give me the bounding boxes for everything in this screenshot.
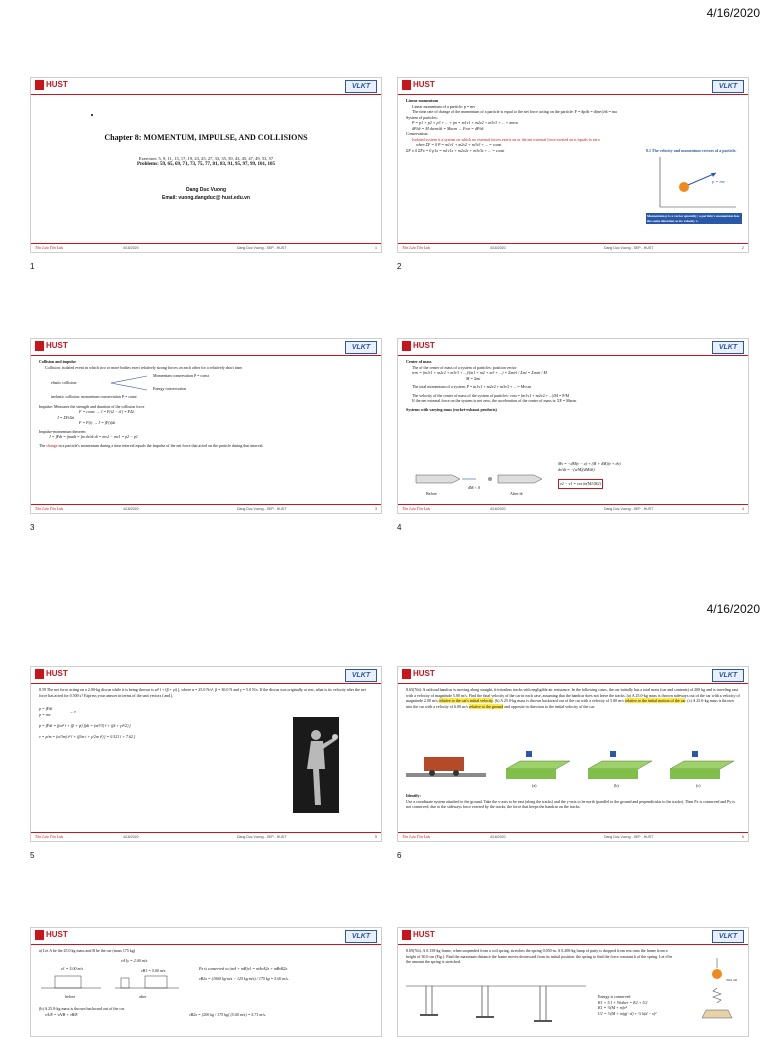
exercise-list: Exercises: 5, 9, 11, 13, 17, 19, 23, 25, 27, 33, 35, 39, 43, 45, 47, 49, 53, 57 Problems: 59, 65, 69, 71, 73, 75, 77, 81, 83, 91, 95, 97, 99, 101, 105 <box>136 156 276 167</box>
slide-6 <box>397 666 749 842</box>
slide-body: Center of mass The of the center of mass of a system of particles: position vector rcm = (m1r1 + m2r2 + m3r3 + ...)/(m1 + m2 + m3 + ...) = Σmiri / Σmi = Σmiri / M M = Σmi The total momentum of a system: P = m1v1 + m2v2 + m3v3 + ... = Mvcm The velocity of the center of mass of the system of particles: vcm = (m1v1 + m2v2 + ...)/M = P/M If the net external force on the system is net zero, the acceleration of the center of mass is: ΣF = Macm Systems with varying mass (rocket-exhaust products) <box>406 359 577 412</box>
page-date-top: 4/16/2020 <box>706 6 760 20</box>
slide-header <box>398 339 748 356</box>
slide-8 <box>397 927 749 1037</box>
putty-drop-figure <box>692 958 742 1028</box>
svg-text:p = mv: p = mv <box>712 179 725 184</box>
hust-logo: HUST <box>35 669 68 687</box>
slide-header <box>31 339 381 356</box>
slide-2 <box>397 77 749 253</box>
rocket-diagram: Before dM < 0 After dt <box>406 463 556 499</box>
discus-thrower-figure <box>293 717 339 813</box>
particle-ball <box>679 182 689 192</box>
slide-number-5: 5 <box>30 851 35 860</box>
rocket-sketch <box>406 463 556 491</box>
slide-footer: Tôn Lưu Tôn Lưu 4/16/2020 Dang Duc Vuong - SEP - HUST 6 <box>398 832 748 841</box>
slide-number-1: 1 <box>30 262 35 271</box>
slide-7 <box>30 927 382 1037</box>
velocity-diagram <box>646 153 742 213</box>
vlkt-logo: VLKT <box>712 930 744 943</box>
slide-5 <box>30 666 382 842</box>
slide-body: 8.69(7th). A 0.150-kg frame, when suspended from a coil spring, stretches the spring 0.050 m. A 0.200-kg lump of putty is dropped from rest onto the frame from a height of 30.0 cm (Fig.). Find the maximum distance the frame moves downward from its initial position. the spring to find the force constant k of the spring. Let d be the amount the spring is stretched. <box>406 948 673 964</box>
chapter-title: Chapter 8: MOMENTUM, IMPULSE, AND COLLISIONS <box>104 133 308 142</box>
brace-arrows <box>109 372 149 394</box>
slide-header <box>31 78 381 95</box>
author-block: Dang Duc Vuong Email: vuong.dangduc@ hust.edu.vn <box>162 187 250 201</box>
slide-4 <box>397 338 749 514</box>
slide-footer: Tôn Lưu Tôn Lưu 4/16/2020 Dang Duc Vuong - SEP - HUST 4 <box>398 504 748 513</box>
energy-equations: Energy is conserved K1 + U1 + Wother = K2 + U2 K1 = ½(M + m)v² U1 = ½(M + m)g(−d) + ½ k(d − x)² <box>598 994 657 1016</box>
hust-logo: HUST <box>402 930 435 948</box>
discobolus-image <box>293 717 339 813</box>
vlkt-logo: VLKT <box>712 80 744 93</box>
slide-body: 8.65(7th). A railroad handcar is moving along straight, frictionless tracks with negligible air resistance. In the following cases, the car initially has a total mass (car and contents) of 200 kg and is traveling east with a velocity of magnitude 5.00 m/s. Find the final velocity of the car in each case, assuming that the handcar does not leave the tracks. (a) A 25.0-kg mass is thrown sideways out of the car with a velocity of magnitude 2.00 m/s relative to the car's initial velocity. (b) A 25.0-kg mass is thrown backward out of the car with a velocity of 5.00 m/s relative to the initial motion of the car. (c) A 25.0-kg mass is thrown into the car with a velocity of 6.00 m/s relative to the ground and opposite in direction to the initial velocity of the car. <box>406 687 740 709</box>
slide-footer: Tôn Lưu Tôn Lưu 4/16/2020 Dang Duc Vuong - SEP - HUST 5 <box>31 832 381 841</box>
hust-logo: HUST <box>35 80 68 98</box>
hust-logo: HUST <box>402 669 435 687</box>
slide-header <box>398 667 748 684</box>
conservation-equations: Px is conserved so (mA + mB)v1 = mAvA2x + mBvB2x vB2x = (1000 kg·m/s − 125 kg·m/s) / 175 kg = 5.00 m/s. <box>199 966 289 981</box>
slide-header <box>31 667 381 684</box>
slide-header <box>398 78 748 95</box>
slide-footer: Tôn Lưu Tôn Lưu 4/16/2020 Dang Duc Vuong - SEP - HUST 3 <box>31 504 381 513</box>
collision-sketch: v1 = 5.00 m/s vA1y = 2.00 m/s vB1 = 5.00 m/s before after <box>41 958 181 1004</box>
slide-body: Collision and impulse Collision: isolated event in which two or more bodies exert relatively strong forces on each other for a relatively short time. elastic collision: Momentum conservation P = const Energy conservation inelastic collision: momentum conservation P = const Impulse: Measures the strength and duration of the collision force F = const → J = F(t2 − t1) = FΔt J = ΣFiΔti F = F(t) → J = ∫F(t)dt Impulse-momentum theorem J = ∫Fdt = ∫madt = ∫m dv/dt dt = mv2 − mv1 = p2 − p1 The change in a particle's momentum during a time interval equals the impulse of the net force that acted on the particle during that interval. <box>39 359 264 448</box>
slide-footer: Tôn Lưu Tôn Lưu 4/16/2020 Dang Duc Vuong - SEP - HUST 1 <box>31 243 381 252</box>
handcar-sketches <box>406 747 742 783</box>
before-after-blocks <box>41 958 181 994</box>
hust-logo: HUST <box>402 80 435 98</box>
slide-body: Linear momentum Linear momentum of a particle: p = mv The time rate of change of the momentum of a particle is equal to the net force acting on the particle: F = dp/dt = d(mv)/dt = ma System of particles: P = p1 + p2 + p3 + ... + pn = m1v1 + m2v2 + m3v3 + ... + mnvn dP/dt = M dvcm/dt = Macm → Fext = dP/dt Conservation: Isolated system is a system on which no external forces exerts on or the net external force exerted on it equals to zero when ΣF = 0 P = m1v1 + m2v2 + m3v3 + ... = const ΣF ≠ 0 ΣFx = 0 p1x = m1v1x + m2v2x + m3v3x + ... = const <box>406 98 617 153</box>
slide-number-2: 2 <box>397 262 402 271</box>
slide-1 <box>30 77 382 253</box>
bullet-dot <box>91 114 93 116</box>
identify-block: Identify: Use a coordinate system attached to the ground. Take the x-axis to be east (along the tracks) and the y-axis to be north (parallel to the ground and perpendicular to the tracks). Then Px is conserved and Py is not conserved, due to the sideways force exerted by the tracks, the force that keeps the handcar on the tracks. <box>406 793 736 809</box>
vlkt-logo: VLKT <box>345 930 377 943</box>
page-date-middle: 4/16/2020 <box>706 602 760 616</box>
slide-3 <box>30 338 382 514</box>
hust-logo: HUST <box>35 341 68 359</box>
slide-header <box>31 928 381 945</box>
slide-number-3: 3 <box>30 523 35 532</box>
figure-momentum-vector: 8.1 The velocity and momentum vectors of a particle. p = mv Momentum p is a vector quantity; a particle's momentum has the same direction as its velocity v. <box>646 148 742 232</box>
spring-figures <box>406 984 586 1024</box>
putty-figure: 30.0 cm <box>692 958 742 1028</box>
vlkt-logo: VLKT <box>345 669 377 682</box>
varying-mass-equations: Mv = −dM(v − u) + (M + dM)(v + dv) dv/dt = −(u/M)(dM/dt) v2 − v1 = vex ln(M1/M2) <box>558 461 742 490</box>
slide-body: 8.59 The net force acting on a 2.00-kg discus while it is being thrown is at² î + (β + γt) ĵ, where α = 25.0 N/s², β = 30.0 N and γ = 5.0 N/s. If the discus was originally at rest, what is its velocity after the net force has acted for 0.500 s? Express your answer in terms of the unit vectors î and ĵ. p = ∫Fdt p = mv → v p = ∫Fdt = ∫(αt² î + (β + γt) ĵ)dt = (αt³/3) î + (βt + γt²/2) ĵ v = p/m = (α/3m) t³ î + (β/m t + γ/2m t²) ĵ = 0.521 î + 7.62 ĵ <box>39 687 366 739</box>
slide-body: a) Let A be the 25.0 kg mass and B be the car (mass 175 kg) <box>39 948 136 953</box>
hust-logo: HUST <box>402 341 435 359</box>
vlkt-logo: VLKT <box>345 80 377 93</box>
part-b: (b) A 25.0-kg mass is thrown backward out of the car vA/E = vA/B + vB/E vB2x = [200 kg / 175 kg] (5.00 m/s) = 5.71 m/s. <box>39 1006 266 1017</box>
handcar-figures: (a) (b) (c) <box>406 747 742 789</box>
vlkt-logo: VLKT <box>712 669 744 682</box>
slide-number-6: 6 <box>397 851 402 860</box>
slide-header <box>398 928 748 945</box>
vlkt-logo: VLKT <box>712 341 744 354</box>
slide-number-4: 4 <box>397 523 402 532</box>
spring-frame-sketches <box>406 984 586 1024</box>
vlkt-logo: VLKT <box>345 341 377 354</box>
hust-logo: HUST <box>35 930 68 948</box>
slide-footer: Tôn Lưu Tôn Lưu 4/16/2020 Dang Duc Vuong - SEP - HUST 2 <box>398 243 748 252</box>
